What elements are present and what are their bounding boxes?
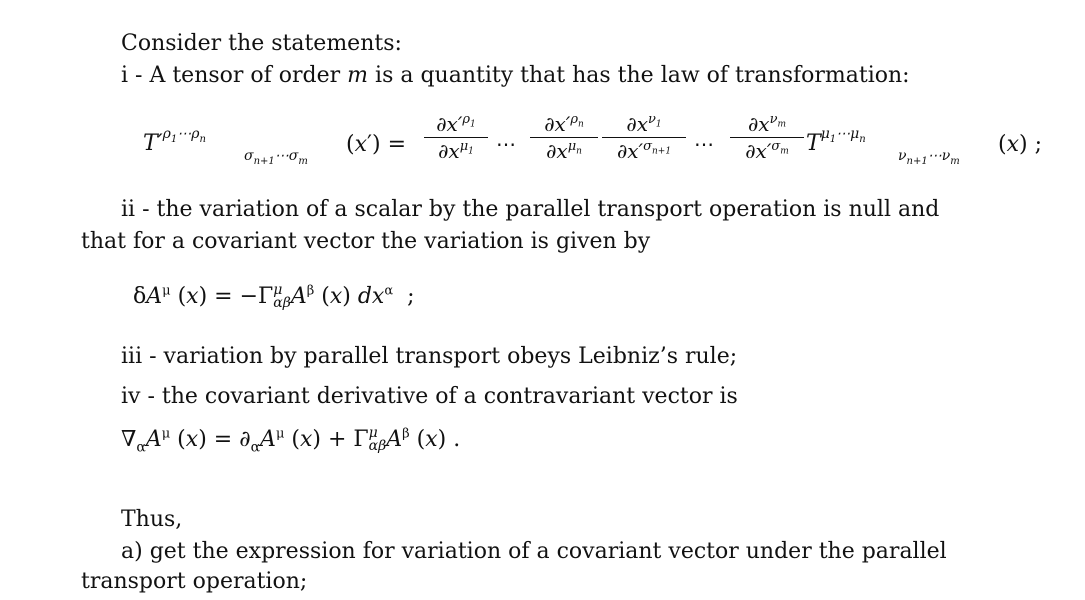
- tensor-law-equation: $T'^{\rho_1\cdots\rho_n}$ $\sigma_{n+1}\cdots\sigma_m$ (x′) = $\partial x'^{\rho_1}$ $\partial x^{\mu_1}$ ⋯ $\partial x'^{\rho_n}$ $\partial x^{\mu_n}$ $\partial x^{\nu_1}$ $\partial x'^{\sigma_{n+1}}$ ⋯ $\partial x^{\nu_m}$ $\partial x'^{\sigma_m}$ $T^{\mu_1\cdots\mu_n}$ $\nu_{n+1}\cdots\nu_m$ (x) ;: [143, 112, 1043, 167]
- task-a-line1: a) get the expression for variation of a covariant vector under the parallel: [121, 539, 947, 564]
- intro-text: Consider the statements:: [121, 31, 402, 56]
- statement-ii-line2: that for a covariant vector the variation is given by: [81, 229, 651, 254]
- thus-text: Thus,: [121, 507, 183, 532]
- parallel-transport-equation: $\delta A^\mu$ (x) = −Γμ αβA$^\beta$ (x) $dx^\alpha$ ;: [133, 282, 415, 311]
- covariant-derivative-equation: $\nabla_\alpha A^\mu$ $(x) = \partial_\alpha A^\mu$ (x) + Γμ αβA$^\beta$ (x) .: [121, 425, 461, 456]
- statement-iv: iv - the covariant derivative of a contravariant vector is: [121, 384, 738, 409]
- statement-ii-line1: ii - the variation of a scalar by the parallel transport operation is null and: [121, 197, 940, 222]
- statement-iii: iii - variation by parallel transport obeys Leibniz’s rule;: [121, 344, 738, 369]
- task-a-line2: transport operation;: [81, 569, 308, 594]
- statement-i: i - A tensor of order m is a quantity that has the law of transformation:: [121, 63, 910, 88]
